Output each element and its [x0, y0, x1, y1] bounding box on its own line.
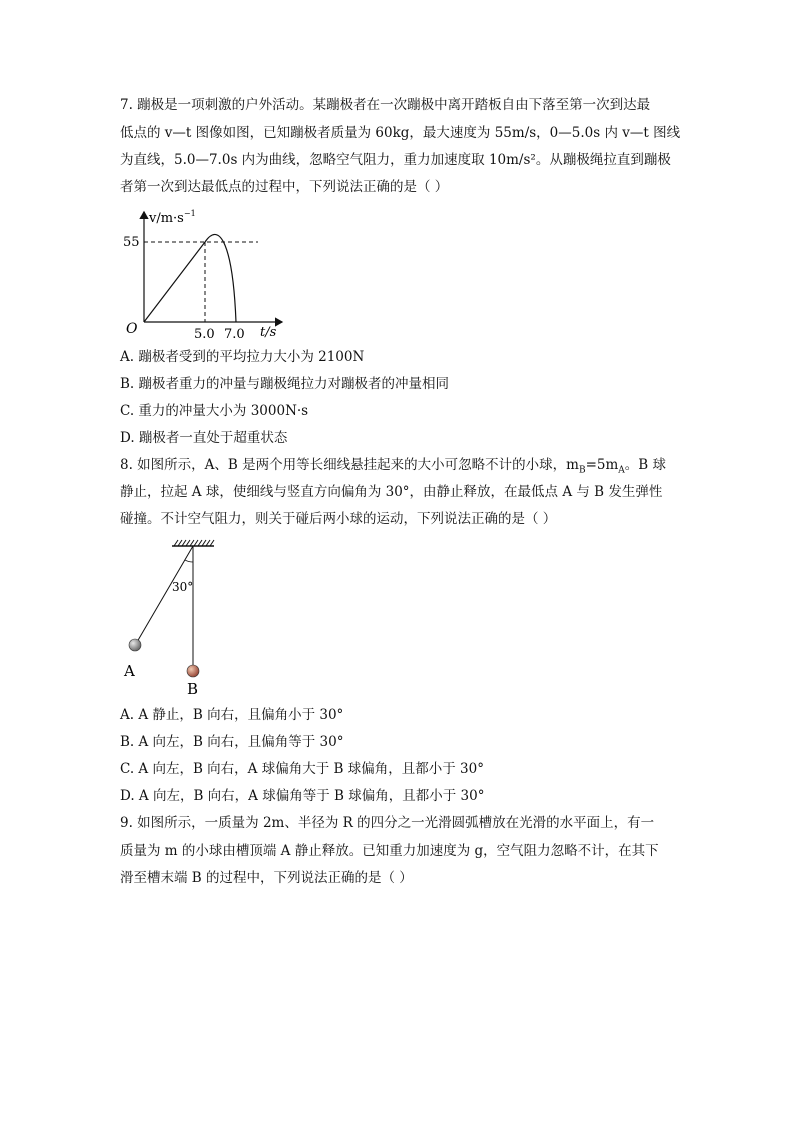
- x-tick-7: 7.0: [224, 327, 245, 342]
- angle-label: 30°: [172, 580, 194, 594]
- x-axis-label: t/s: [260, 325, 277, 340]
- q8-option-a: A. A 静止，B 向右，且偏角小于 30°: [120, 707, 344, 723]
- q8-option-c: C. A 向左，B 向右，A 球偏角大于 B 球偏角，且都小于 30°: [120, 761, 484, 777]
- string-a: [137, 546, 193, 642]
- velocity-line: [144, 242, 205, 322]
- q9-line-3: 滑至槽末端 B 的过程中，下列说法正确的是（ ）: [120, 870, 413, 886]
- ball-a-label: A: [124, 662, 135, 680]
- q7-line-2: 低点的 v—t 图像如图，已知蹦极者质量为 60kg，最大速度为 55m/s，0—5.0s 内 v—t 图线: [120, 125, 681, 141]
- q8-mass-eq: =5m: [585, 457, 619, 473]
- q9-line-1: 9. 如图所示，一质量为 2m、半径为 R 的四分之一光滑圆弧槽放在光滑的水平面上，有一: [120, 815, 655, 831]
- q8-sub-a: A: [618, 465, 625, 476]
- pendulum-figure: [118, 536, 228, 698]
- q7-option-d: D. 蹦极者一直处于超重状态: [120, 430, 288, 446]
- q8-line-1-text: 8. 如图所示，A、B 是两个用等长细线悬挂起来的大小可忽略不计的小球，m: [120, 457, 579, 473]
- angle-arc: [185, 560, 193, 562]
- q7-line-3: 为直线，5.0—7.0s 内为曲线，忽略空气阻力，重力加速度取 10m/s²。从蹦极绳拉直到蹦极: [120, 152, 671, 168]
- ball-b-label: B: [187, 680, 199, 698]
- q8-line-1: [120, 456, 680, 480]
- y-axis-label: $v/m\cdot s^{-1}$: [149, 209, 196, 226]
- q8-option-d: D. A 向左，B 向右，A 球偏角等于 B 球偏角，且都小于 30°: [120, 788, 485, 804]
- q7-line-4: 者第一次到达最低点的过程中，下列说法正确的是（ ）: [120, 179, 449, 195]
- origin-label: O: [126, 321, 138, 337]
- q7-option-c: C. 重力的冲量大小为 3000N·s: [120, 403, 309, 419]
- ceiling-hatching: [174, 540, 214, 546]
- vt-graph: [120, 206, 290, 342]
- velocity-curve: [205, 234, 236, 322]
- q8-option-b: B. A 向左，B 向右，且偏角等于 30°: [120, 734, 344, 750]
- q8-sub-b: B: [578, 465, 586, 476]
- x-tick-5: 5.0: [194, 327, 215, 342]
- ball-b: [187, 665, 199, 677]
- q7-option-b: B. 蹦极者重力的冲量与蹦极绳拉力对蹦极者的冲量相同: [120, 376, 450, 392]
- ball-a: [129, 639, 141, 651]
- q8-line-1-end: 。B 球: [624, 457, 666, 473]
- q9-line-2: 质量为 m 的小球由槽顶端 A 静止释放。已知重力加速度为 g，空气阻力忽略不计，在其下: [120, 843, 659, 859]
- q7-line-1: 7. 蹦极是一项刺激的户外活动。某蹦极者在一次蹦极中离开踏板自由下落至第一次到达最: [120, 97, 651, 113]
- y-tick-55: 55: [123, 235, 140, 250]
- q7-option-a: A. 蹦极者受到的平均拉力大小为 2100N: [120, 349, 365, 365]
- q8-line-3: 碰撞。不计空气阻力，则关于碰后两小球的运动，下列说法正确的是（ ）: [120, 511, 557, 527]
- q8-line-2: 静止，拉起 A 球，使细线与竖直方向偏角为 30°，由静止释放，在最低点 A 与 B 发生弹性: [120, 484, 663, 500]
